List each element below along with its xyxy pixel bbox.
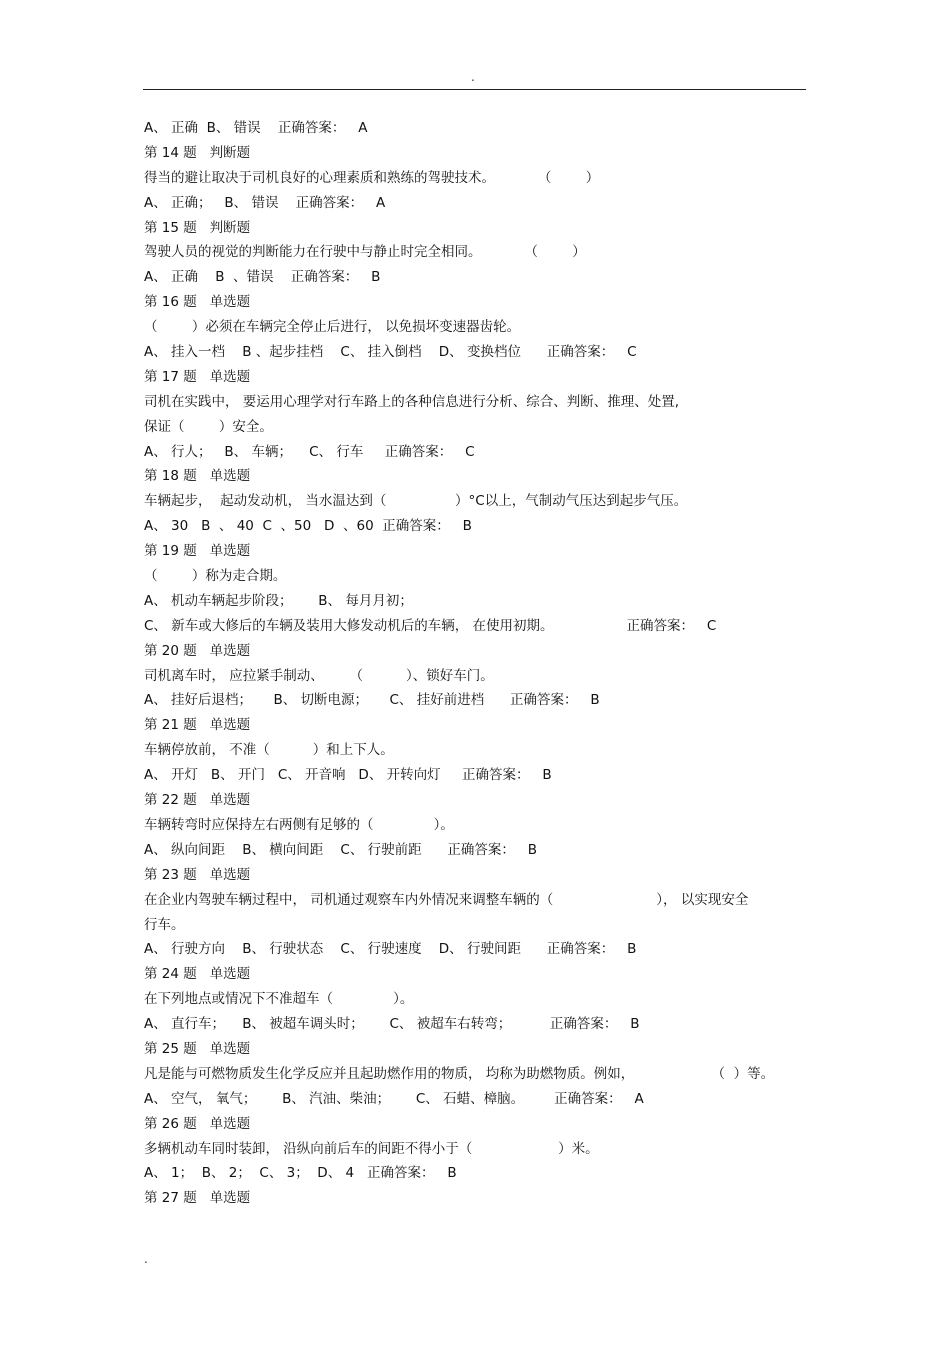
text-line: 第 20 题 单选题 (144, 642, 251, 659)
text-line: 第 19 题 单选题 (144, 543, 251, 560)
text-line: A、 行驶方向 B、 行驶状态 C、 行驶速度 D、 行驶间距 正确答案： B (144, 941, 637, 958)
text-line: 第 18 题 单选题 (144, 468, 251, 485)
text-line: 司机在实践中， 要运用心理学对行车路上的各种信息进行分析、综合、判断、推理、处置, (144, 393, 680, 410)
text-line: 车辆停放前， 不准（ ）和上下人。 (144, 742, 394, 759)
text-line: 第 27 题 单选题 (144, 1190, 251, 1207)
text-line: 第 17 题 单选题 (144, 368, 251, 385)
text-line: 第 16 题 单选题 (144, 294, 251, 311)
header-mark: . (471, 70, 475, 84)
header-rule (143, 89, 806, 90)
text-line: A、 正确 B、 错误 正确答案： A (144, 120, 368, 136)
text-line: 得当的避让取决于司机良好的心理素质和熟练的驾驶技术。 （ ） (144, 169, 600, 186)
text-line: A、 挂入一档 B 、起步挂档 C、 挂入倒档 D、 变换档位 正确答案： C (144, 344, 637, 361)
text-line: 行车。 (144, 916, 185, 933)
text-line: 在下列地点或情况下不准超车（ ）。 (144, 991, 414, 1008)
text-line: A、 正确 B 、错误 正确答案： B (144, 269, 381, 286)
text-line: 第 23 题 单选题 (144, 866, 251, 883)
text-line: A、 挂好后退档； B、 切断电源； C、 挂好前进档 正确答案： B (144, 692, 600, 709)
text-line: （ ）必须在车辆完全停止后进行， 以免损坏变速器齿轮。 (144, 319, 521, 336)
text-line: （ ）称为走合期。 (144, 568, 287, 585)
text-line: A、 开灯 B、 开门 C、 开音响 D、 开转向灯 正确答案： B (144, 767, 552, 784)
text-line: 第 22 题 单选题 (144, 792, 251, 809)
text-line: 第 25 题 单选题 (144, 1040, 251, 1057)
text-line: 司机离车时， 应拉紧手制动、 （ ）、锁好车门。 (144, 667, 494, 684)
text-line: A、 正确； B、 错误 正确答案： A (144, 194, 386, 211)
footer-mark: . (144, 1252, 148, 1266)
text-line: A、 行人； B、 车辆； C、 行车 正确答案： C (144, 443, 475, 460)
text-line: 第 14 题 判断题 (144, 144, 251, 161)
text-line: 第 21 题 单选题 (144, 717, 251, 734)
text-line: A、 1； B、 2； C、 3； D、 4 正确答案： B (144, 1165, 457, 1182)
document-body (144, 116, 814, 1211)
text-line: A、 机动车辆起步阶段； B、 每月月初； (144, 592, 413, 609)
text-line: A、 空气， 氧气； B、 汽油、柴油； C、 石蜡、樟脑。 正确答案： A (144, 1090, 644, 1107)
text-line: A、 纵向间距 B、 横向间距 C、 行驶前距 正确答案： B (144, 841, 538, 858)
text-line: C、 新车或大修后的车辆及装用大修发动机后的车辆， 在使用初期。 正确答案： C (144, 617, 717, 634)
text-line: 车辆转弯时应保持左右两侧有足够的（ ）。 (144, 816, 454, 833)
text-line: A、 直行车； B、 被超车调头时； C、 被超车右转弯； 正确答案： B (144, 1016, 640, 1033)
text-line: 车辆起步， 起动发动机， 当水温达到（ ）°C以上，气制动气压达到起步气压。 (144, 493, 688, 510)
text-line: 多辆机动车同时装卸， 沿纵向前后车的间距不得小于（ ）米。 (144, 1140, 599, 1157)
text-line: 驾驶人员的视觉的判断能力在行驶中与静止时完全相同。 （ ） (144, 244, 586, 261)
text-line: 第 26 题 单选题 (144, 1115, 251, 1132)
text-line: 在企业内驾驶车辆过程中， 司机通过观察车内外情况来调整车辆的（ ）， 以实现安全 (144, 891, 749, 908)
text-line: 第 24 题 单选题 (144, 966, 251, 983)
text-line: 凡是能与可燃物质发生化学反应并且起助燃作用的物质， 均称为助燃物质。例如， （ ）等。 (144, 1065, 775, 1082)
text-line: 保证（ ）安全。 (144, 418, 273, 435)
text-line: 第 15 题 判断题 (144, 219, 251, 236)
text-line: A、 30 B 、 40 C 、50 D 、60 正确答案： B (144, 518, 472, 535)
